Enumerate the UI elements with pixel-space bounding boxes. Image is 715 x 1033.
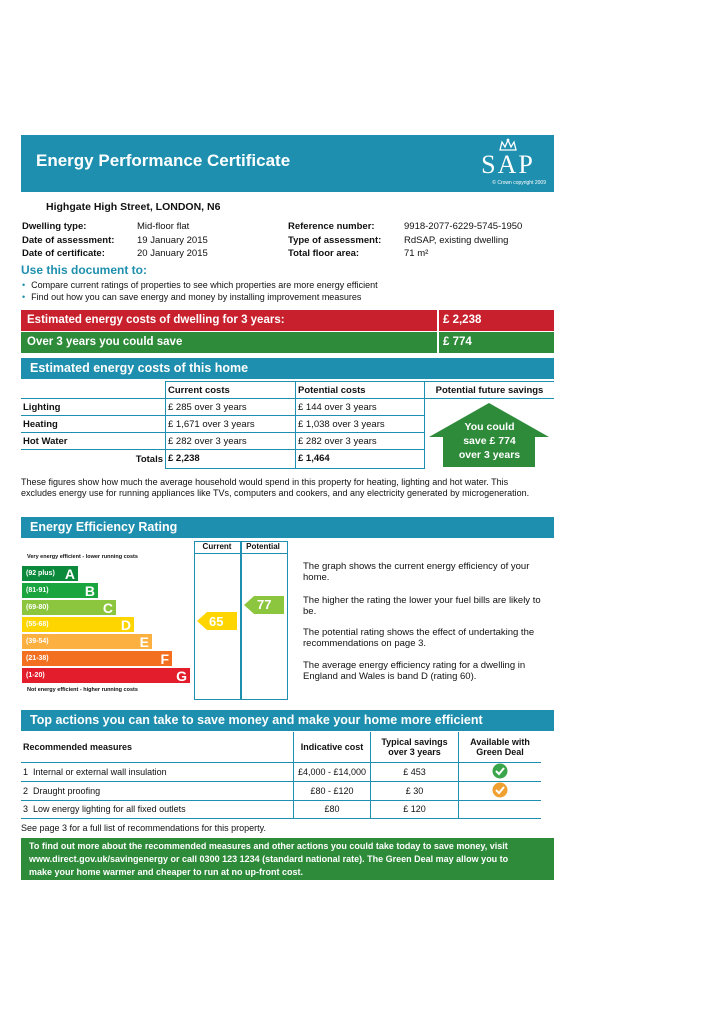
sap-logo (470, 138, 546, 188)
row-label: Lighting (21, 399, 166, 416)
table-row (21, 781, 541, 800)
band-letter: C (102, 600, 113, 616)
green-deal-cell (459, 781, 542, 800)
measure-name: Low energy lighting for all fixed outlets (33, 804, 186, 814)
footer-text (29, 840, 508, 879)
col-potential-costs: Potential costs (296, 382, 425, 399)
costs-section-title: Estimated energy costs of this home (30, 361, 249, 375)
potential-rating-value: 77 (257, 597, 272, 612)
sap-logo-text: SAP (481, 150, 535, 179)
col-green-deal: Available with Green Deal (459, 732, 542, 762)
bar-divider (437, 332, 439, 353)
table-cell (21, 382, 166, 399)
footer-info-box (21, 838, 554, 880)
rating-band-g (22, 668, 190, 683)
row-label: Heating (21, 416, 166, 433)
row-label: Hot Water (21, 433, 166, 450)
savings-arrow-line: over 3 years (458, 449, 521, 461)
floor-area-label: Total floor area: (288, 248, 360, 259)
column-divider (194, 553, 288, 554)
eer-top-label: Very energy efficient - lower running costs (27, 554, 138, 560)
eer-section-header (21, 517, 554, 538)
use-bullet: • Compare current ratings of properties to see which properties are more energy efficient (22, 280, 378, 290)
orange-check-icon (492, 782, 508, 798)
savings-value: £ 774 (443, 336, 472, 348)
band-range: (81-91) (26, 587, 49, 594)
current-rating-value: 65 (209, 614, 224, 629)
date-certificate-value: 20 January 2015 (137, 248, 208, 259)
measure-savings: £ 120 (371, 800, 459, 818)
eer-bottom-label: Not energy efficient - higher running costs (27, 687, 138, 693)
col-measures: Recommended measures (21, 732, 294, 762)
savings-arrow-line: save £ 774 (463, 435, 516, 447)
total-potential: £ 1,464 (296, 450, 425, 469)
savings-bar (21, 332, 554, 353)
measure-cell (21, 781, 294, 800)
use-bullet: • Find out how you can save energy and money by installing improvement measures (22, 292, 362, 302)
savings-arrow-text (425, 420, 554, 462)
col-future-savings: Potential future savings (425, 382, 555, 399)
actions-section-header (21, 710, 554, 731)
floor-area-value: 71 m² (404, 248, 429, 259)
date-assessment-label: Date of assessment: (22, 235, 115, 246)
measure-name: Internal or external wall insulation (33, 766, 167, 777)
potential-column (240, 541, 288, 700)
measure-number: 2 (23, 785, 29, 796)
property-address: Highgate High Street, LONDON, N6 (46, 201, 221, 213)
estimated-costs-bar (21, 310, 554, 331)
green-check-icon (492, 763, 508, 779)
measure-cost: £4,000 - £14,000 (294, 762, 371, 781)
row-current: £ 282 over 3 years (166, 433, 296, 450)
footer-line: To find out more about the recommended measures and other actions you could take today to save money, visit (29, 841, 508, 851)
rating-band-b (22, 583, 98, 598)
band-range: (21-38) (26, 655, 49, 662)
band-letter: E (139, 634, 149, 650)
row-potential: £ 1,038 over 3 years (296, 416, 425, 433)
reference-label: Reference number: (288, 221, 375, 232)
measure-cost: £80 - £120 (294, 781, 371, 800)
table-row (21, 762, 541, 781)
col-cost: Indicative cost (294, 732, 371, 762)
rating-band-a (22, 566, 78, 581)
type-assessment-label: Type of assessment: (288, 235, 382, 246)
sap-copyright: © Crown copyright 2009 (492, 180, 546, 186)
costs-section-header (21, 358, 554, 379)
rating-band-f (22, 651, 172, 666)
row-current: £ 1,671 over 3 years (166, 416, 296, 433)
band-letter: B (84, 583, 95, 599)
footer-line: make your home warmer and cheaper to run at no up-front cost. (29, 867, 304, 877)
date-assessment-value: 19 January 2015 (137, 235, 208, 246)
measure-number: 1 (23, 766, 29, 777)
band-letter: G (176, 668, 187, 684)
col-current-label: Current (202, 542, 232, 551)
savings-label: Over 3 years you could save (27, 336, 183, 348)
band-range: (69-80) (26, 604, 49, 611)
actions-section-title: Top actions you can take to save money and make your home more efficient (30, 713, 483, 727)
measure-cost: £80 (294, 800, 371, 818)
estimated-costs-value: £ 2,238 (443, 314, 482, 326)
measure-cell (21, 800, 294, 818)
table-row (21, 399, 554, 416)
eer-description: The potential rating shows the effect of undertaking the recommendations on page 3. (303, 627, 535, 649)
rating-band-e (22, 634, 152, 649)
use-document-title: Use this document to: (21, 263, 148, 277)
row-potential: £ 144 over 3 years (296, 399, 425, 416)
measure-savings: £ 453 (371, 762, 459, 781)
col-potential-label: Potential (246, 542, 280, 551)
band-letter: A (64, 566, 75, 582)
totals-label: Totals (21, 450, 166, 469)
row-potential: £ 282 over 3 years (296, 433, 425, 450)
eer-description: The average energy efficiency rating for a dwelling in England and Wales is band D (rating 60). (303, 660, 526, 682)
band-letter: D (120, 617, 131, 633)
band-range: (55-68) (26, 621, 49, 628)
type-assessment-value: RdSAP, existing dwelling (404, 235, 509, 246)
band-range: (39-54) (26, 638, 49, 645)
measure-number: 3 (23, 804, 29, 814)
measure-savings: £ 30 (371, 781, 459, 800)
page-title: Energy Performance Certificate (36, 151, 291, 170)
eer-description: The graph shows the current energy efficiency of your home. (303, 561, 530, 583)
green-deal-cell (459, 762, 542, 781)
reference-value: 9918-2077-6229-5745-1950 (404, 221, 523, 232)
band-range: (1-20) (26, 672, 45, 679)
green-deal-cell (459, 800, 542, 818)
savings-arrow-cell (425, 399, 555, 469)
band-letter: F (160, 651, 169, 667)
eer-section-title: Energy Efficiency Rating (30, 520, 178, 534)
rating-band-d (22, 617, 134, 632)
costs-table (21, 381, 554, 469)
col-savings: Typical savings over 3 years (371, 732, 459, 762)
table-row (21, 800, 541, 818)
measure-name: Draught proofing (33, 785, 101, 796)
savings-arrow-line: You could (464, 421, 515, 433)
footer-line-rest: (standard national rate). The Green Deal may allow you to (259, 854, 509, 864)
total-current: £ 2,238 (166, 450, 296, 469)
rating-band-c (22, 600, 116, 615)
band-range: (92 plus) (26, 570, 55, 577)
date-certificate-label: Date of certificate: (22, 248, 105, 259)
eer-description: The higher the rating the lower your fuel bills are likely to be. (303, 595, 541, 617)
dwelling-type-value: Mid-floor flat (137, 221, 190, 232)
estimated-costs-label: Estimated energy costs of dwelling for 3 years: (27, 314, 285, 326)
actions-table (21, 732, 541, 819)
use-bullet-text: Find out how you can save energy and money by installing improvement measures (31, 292, 362, 302)
measure-cell (21, 762, 294, 781)
dwelling-type-label: Dwelling type: (22, 221, 87, 232)
col-current-costs: Current costs (166, 382, 296, 399)
costs-note: These figures show how much the average household would spend in this property for heating, lighting and hot water. This excludes energy use for running appliances like TVs, computers and cookers, and any electricity generated by microgeneration. (21, 477, 530, 498)
bar-divider (437, 310, 439, 331)
row-current: £ 285 over 3 years (166, 399, 296, 416)
use-bullet-text: Compare current ratings of properties to see which properties are more energy efficient (31, 280, 378, 290)
footer-line (29, 853, 508, 866)
see-page-note: See page 3 for a full list of recommendations for this property. (21, 823, 266, 833)
footer-link[interactable]: www.direct.gov.uk/savingenergy or call 0300 123 1234 (29, 854, 260, 864)
